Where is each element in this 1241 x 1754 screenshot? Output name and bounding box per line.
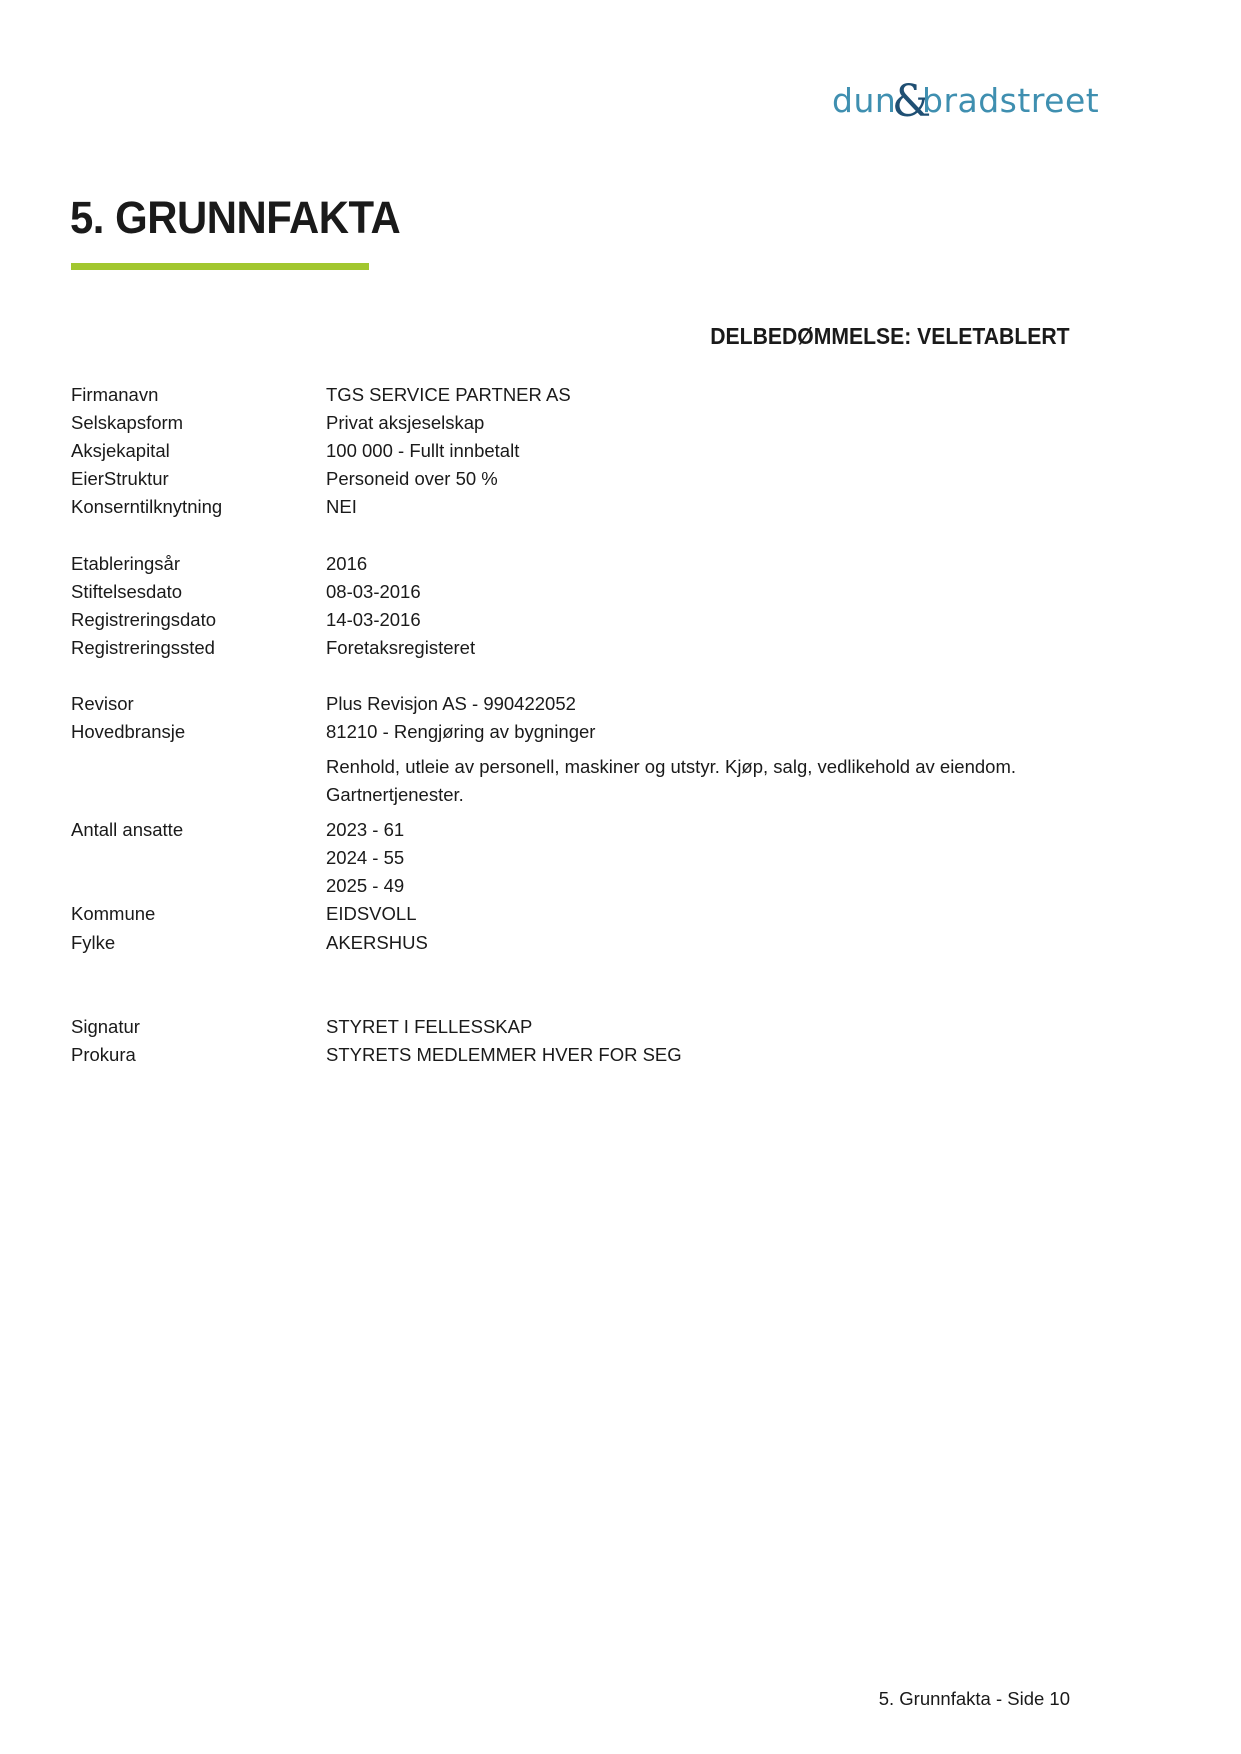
fact-label: Fylke	[71, 932, 116, 953]
logo-ampersand: &	[892, 76, 932, 127]
rating-heading: DELBEDØMMELSE: VELETABLERT	[710, 323, 1070, 349]
fact-label: Prokura	[71, 1044, 136, 1065]
fact-label: Etableringsår	[71, 553, 181, 574]
fact-value: Privat aksjeselskap	[326, 412, 485, 433]
fact-value: Foretaksregisteret	[326, 637, 476, 658]
fact-label: Revisor	[71, 693, 134, 714]
fact-value: 81210 - Rengjøring av bygninger	[326, 721, 596, 742]
fact-value: NEI	[326, 496, 357, 517]
fact-value: Plus Revisjon AS - 990422052	[326, 693, 576, 714]
logo-text-dun: dun	[832, 81, 897, 120]
fact-label: Registreringsdato	[71, 609, 216, 630]
fact-value: 08-03-2016	[326, 581, 421, 602]
fact-label: Konserntilknytning	[71, 496, 223, 517]
fact-value: 2024 - 55	[326, 847, 405, 868]
fact-value: 2023 - 61	[326, 819, 405, 840]
fact-label: Signatur	[71, 1016, 140, 1037]
fact-label: Hovedbransje	[71, 721, 186, 742]
fact-label: EierStruktur	[71, 468, 169, 489]
fact-label: Registreringssted	[71, 637, 215, 658]
fact-value: AKERSHUS	[326, 932, 428, 953]
fact-value: 2025 - 49	[326, 875, 405, 896]
fact-value: 14-03-2016	[326, 609, 421, 630]
fact-value: Personeid over 50 %	[326, 468, 498, 489]
page-title: 5. GRUNNFAKTA	[70, 192, 401, 243]
fact-value: 100 000 - Fullt innbetalt	[326, 440, 520, 461]
page-footer: 5. Grunnfakta - Side 10	[878, 1688, 1070, 1709]
fact-value: STYRET I FELLESSKAP	[326, 1016, 533, 1037]
fact-label: Kommune	[71, 903, 156, 924]
fact-label: Selskapsform	[71, 412, 184, 433]
fact-value: STYRETS MEDLEMMER HVER FOR SEG	[326, 1044, 682, 1065]
fact-label: Stiftelsesdato	[71, 581, 183, 602]
logo-text-bradstreet: bradstreet	[922, 81, 1100, 120]
fact-label: Firmanavn	[71, 384, 159, 405]
title-underline	[71, 263, 369, 270]
fact-label: Aksjekapital	[71, 440, 170, 461]
industry-description: Renhold, utleie av personell, maskiner og utstyr. Kjøp, salg, vedlikehold av eiendom. Gartnertjenester.	[326, 756, 1017, 805]
fact-value: 2016	[326, 553, 368, 574]
fact-label: Antall ansatte	[71, 819, 184, 840]
dun-bradstreet-logo	[830, 76, 1100, 127]
fact-value: TGS SERVICE PARTNER AS	[326, 384, 571, 405]
fact-value: EIDSVOLL	[326, 903, 417, 924]
